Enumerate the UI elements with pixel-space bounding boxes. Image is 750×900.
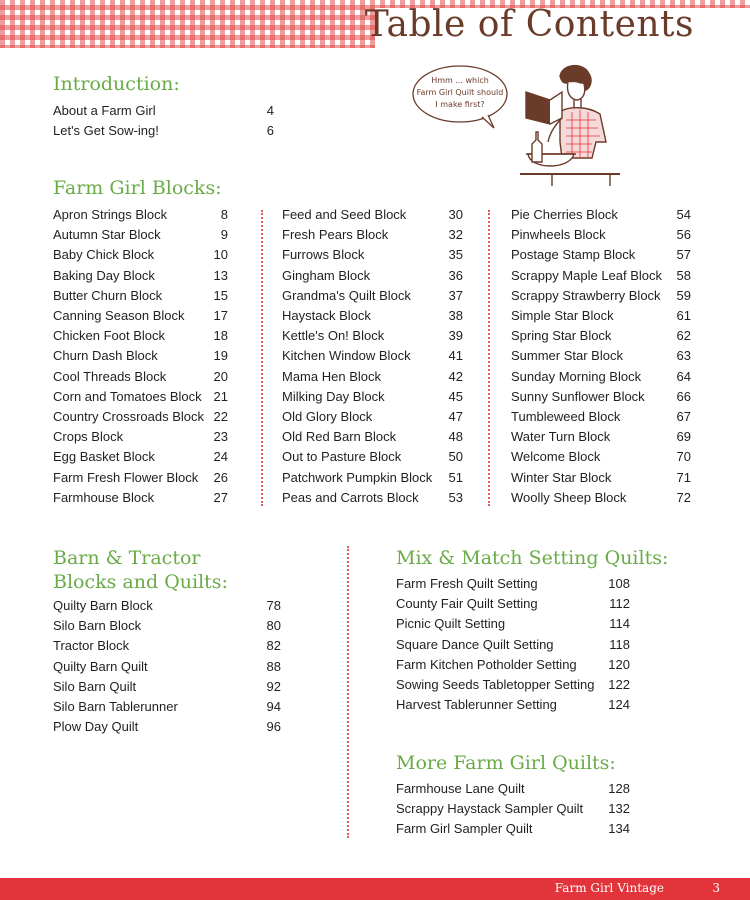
- toc-entry[interactable]: [282, 468, 463, 488]
- toc-entry[interactable]: [511, 225, 691, 245]
- toc-entry-page: 9: [220, 227, 228, 243]
- toc-entry[interactable]: [53, 657, 281, 677]
- toc-entry-label: Harvest Tablerunner Setting: [396, 697, 557, 713]
- toc-entry[interactable]: [53, 697, 281, 717]
- toc-entry[interactable]: [511, 367, 691, 387]
- toc-entry[interactable]: [53, 326, 228, 346]
- toc-entry-label: Mama Hen Block: [282, 368, 381, 384]
- toc-entry-page: 50: [448, 449, 463, 465]
- page-title: Table of Contents: [364, 4, 694, 45]
- toc-entry[interactable]: [53, 225, 228, 245]
- toc-entry[interactable]: [53, 636, 281, 656]
- toc-entry[interactable]: [396, 675, 630, 695]
- toc-entry-label: Scrappy Strawberry Block: [511, 287, 661, 303]
- toc-entry-label: Autumn Star Block: [53, 227, 161, 243]
- footer-book-title: Farm Girl Vintage: [554, 881, 664, 895]
- column-divider: [488, 210, 490, 506]
- section-heading-barn-tractor-line-2: Blocks and Quilts:: [53, 571, 228, 593]
- toc-entry[interactable]: [396, 799, 630, 819]
- section-heading-barn-tractor-line-1: Barn & Tractor: [53, 547, 201, 569]
- toc-entry[interactable]: [396, 574, 630, 594]
- toc-entry[interactable]: [396, 614, 630, 634]
- toc-entry[interactable]: [282, 488, 463, 508]
- toc-entry-label: Quilty Barn Quilt: [53, 658, 148, 674]
- toc-entry[interactable]: [53, 245, 228, 265]
- toc-entry-page: 41: [448, 348, 463, 364]
- toc-entry-label: Canning Season Block: [53, 308, 185, 323]
- toc-entry-page: 112: [609, 596, 630, 612]
- toc-entry-label: Grandma's Quilt Block: [282, 287, 411, 303]
- toc-entry-label: Kitchen Window Block: [282, 348, 411, 364]
- toc-entry-page: 62: [676, 328, 691, 344]
- toc-entry[interactable]: [282, 447, 463, 467]
- toc-entry-page: 38: [448, 308, 463, 323]
- toc-entry[interactable]: [511, 326, 691, 346]
- toc-entry[interactable]: [511, 387, 691, 407]
- toc-entry[interactable]: [53, 717, 281, 737]
- toc-entry[interactable]: [511, 427, 691, 447]
- toc-entry-page: 51: [448, 469, 463, 485]
- toc-entry[interactable]: [53, 407, 228, 427]
- toc-entry[interactable]: [511, 286, 691, 306]
- toc-entry-page: 92: [266, 678, 281, 694]
- toc-entry-page: 132: [608, 801, 630, 817]
- toc-entry-label: Crops Block: [53, 429, 124, 445]
- column-divider: [261, 210, 263, 506]
- toc-entry[interactable]: [396, 779, 630, 799]
- toc-entry[interactable]: [53, 101, 274, 121]
- toc-entry-label: Corn and Tomatoes Block: [53, 388, 202, 404]
- toc-entry[interactable]: [53, 427, 228, 447]
- toc-entry-label: Haystack Block: [282, 308, 371, 323]
- section-heading-more-quilts: More Farm Girl Quilts:: [396, 752, 616, 774]
- toc-entry[interactable]: [53, 346, 228, 366]
- toc-entry-page: 122: [608, 677, 630, 692]
- toc-entry-label: Peas and Carrots Block: [282, 489, 419, 505]
- toc-entry-label: Cool Threads Block: [53, 368, 167, 384]
- toc-entry[interactable]: [53, 468, 228, 488]
- toc-entry-label: Plow Day Quilt: [53, 719, 139, 735]
- toc-entry[interactable]: [282, 346, 463, 366]
- toc-entry-page: 6: [266, 123, 274, 138]
- toc-entry-label: Postage Stamp Block: [511, 247, 636, 263]
- toc-entry-page: 15: [213, 287, 228, 303]
- toc-entry[interactable]: [511, 447, 691, 467]
- toc-entry-page: 13: [213, 267, 228, 283]
- toc-entry[interactable]: [53, 205, 228, 225]
- toc-entry-page: 134: [608, 821, 630, 837]
- toc-entry[interactable]: [53, 286, 228, 306]
- toc-entry-page: 35: [448, 247, 463, 263]
- toc-entry-label: Pinwheels Block: [511, 227, 606, 243]
- toc-entry[interactable]: [511, 245, 691, 265]
- toc-entry[interactable]: [53, 596, 281, 616]
- toc-entry-label: Fresh Pears Block: [282, 227, 389, 243]
- toc-entry-label: Egg Basket Block: [53, 449, 155, 465]
- toc-entry-label: Patchwork Pumpkin Block: [282, 469, 433, 485]
- toc-entry-label: Silo Barn Tablerunner: [53, 699, 178, 714]
- toc-entry-label: Farm Girl Sampler Quilt: [396, 821, 533, 837]
- toc-entry-label: About a Farm Girl: [53, 103, 156, 118]
- toc-entry-label: Summer Star Block: [511, 348, 623, 364]
- toc-entry[interactable]: [511, 266, 691, 286]
- toc-entry-page: 66: [676, 388, 691, 404]
- toc-entry-label: Butter Churn Block: [53, 287, 163, 303]
- toc-entry-label: Let's Get Sow-ing!: [53, 123, 159, 138]
- toc-entry[interactable]: [53, 447, 228, 467]
- toc-entry-page: 120: [608, 656, 630, 672]
- toc-entry-page: 18: [213, 328, 228, 344]
- toc-entry-label: Baking Day Block: [53, 267, 155, 283]
- toc-entry[interactable]: [511, 468, 691, 488]
- toc-entry[interactable]: [282, 387, 463, 407]
- toc-entry[interactable]: [511, 306, 691, 326]
- toc-entry-label: Farm Fresh Flower Block: [53, 469, 199, 485]
- toc-entry-page: 80: [266, 618, 281, 634]
- toc-entry[interactable]: [53, 616, 281, 636]
- toc-entry[interactable]: [511, 407, 691, 427]
- toc-entry-label: Apron Strings Block: [53, 207, 168, 222]
- toc-entry-page: 8: [220, 207, 228, 222]
- toc-entry-page: 19: [213, 348, 228, 364]
- toc-entry-label: Scrappy Maple Leaf Block: [511, 267, 663, 283]
- toc-entry[interactable]: [396, 695, 630, 715]
- toc-entry-page: 4: [266, 103, 274, 118]
- toc-entry-page: 82: [266, 638, 281, 654]
- toc-entry-page: 54: [676, 207, 691, 222]
- toc-entry-label: Simple Star Block: [511, 308, 614, 323]
- toc-entry-label: Milking Day Block: [282, 388, 385, 404]
- toc-entry-page: 57: [676, 247, 691, 263]
- toc-entry[interactable]: [53, 306, 228, 326]
- toc-entry-page: 67: [676, 409, 691, 424]
- toc-entry[interactable]: [396, 819, 630, 839]
- toc-entry-page: 22: [213, 409, 228, 424]
- toc-entry-label: Square Dance Quilt Setting: [396, 636, 554, 652]
- toc-entry[interactable]: [396, 655, 630, 675]
- section-heading-mix-match: Mix & Match Setting Quilts:: [396, 547, 669, 569]
- toc-entry[interactable]: [53, 367, 228, 387]
- toc-entry-page: 26: [213, 469, 228, 485]
- speech-bubble: [413, 66, 507, 128]
- toc-entry-page: 37: [448, 287, 463, 303]
- toc-entry-page: 48: [448, 429, 463, 445]
- toc-entry-page: 71: [676, 469, 691, 485]
- toc-entry-label: Welcome Block: [511, 449, 601, 465]
- toc-entry-label: Chicken Foot Block: [53, 328, 165, 344]
- toc-entry-page: 23: [213, 429, 228, 445]
- toc-entry-label: Tumbleweed Block: [511, 409, 621, 424]
- toc-entry-label: Country Crossroads Block: [53, 409, 204, 424]
- toc-entry-label: Pie Cherries Block: [511, 207, 618, 222]
- footer-page-number: 3: [712, 881, 720, 895]
- toc-entry-page: 128: [608, 781, 630, 796]
- toc-entry-page: 78: [266, 598, 281, 613]
- section-heading-introduction: Introduction:: [53, 73, 180, 95]
- toc-entry-label: Silo Barn Quilt: [53, 678, 137, 694]
- toc-entry-label: Farmhouse Block: [53, 489, 155, 505]
- toc-entry-label: Kettle's On! Block: [282, 328, 385, 344]
- toc-entry-page: 72: [676, 489, 691, 505]
- toc-entry[interactable]: [53, 121, 274, 141]
- toc-entry-page: 70: [676, 449, 691, 465]
- toc-entry[interactable]: [511, 205, 691, 225]
- toc-entry-label: Spring Star Block: [511, 328, 612, 344]
- section-divider: [347, 546, 349, 838]
- speech-line-1: Hmm ... which: [431, 76, 489, 85]
- toc-entry-page: 45: [448, 388, 463, 404]
- speech-line-2: Farm Girl Quilt should: [416, 88, 504, 97]
- vintage-cook-illustration: [410, 62, 625, 190]
- toc-entry-label: Farm Fresh Quilt Setting: [396, 576, 538, 591]
- toc-entry-label: Feed and Seed Block: [282, 207, 407, 222]
- toc-entry-page: 42: [448, 368, 463, 384]
- toc-entry-page: 27: [213, 489, 228, 505]
- section-heading-farm-girl-blocks: Farm Girl Blocks:: [53, 177, 222, 199]
- woman-figure: [520, 66, 620, 186]
- toc-entry-label: Tractor Block: [53, 638, 130, 654]
- toc-entry-label: Old Red Barn Block: [282, 429, 397, 445]
- toc-entry-page: 114: [609, 616, 630, 632]
- toc-entry[interactable]: [282, 266, 463, 286]
- toc-entry[interactable]: [282, 367, 463, 387]
- toc-entry-page: 53: [448, 489, 463, 505]
- toc-entry-label: Sunny Sunflower Block: [511, 388, 645, 404]
- toc-entry-page: 69: [676, 429, 691, 445]
- footer-bar: [0, 878, 750, 900]
- toc-entry-page: 88: [266, 658, 281, 674]
- toc-entry-label: Sowing Seeds Tabletopper Setting: [396, 677, 595, 692]
- toc-entry-label: Sunday Morning Block: [511, 368, 642, 384]
- toc-entry-label: Churn Dash Block: [53, 348, 158, 364]
- toc-entry[interactable]: [53, 387, 228, 407]
- toc-entry-label: County Fair Quilt Setting: [396, 596, 538, 612]
- toc-entry-page: 58: [676, 267, 691, 283]
- toc-entry[interactable]: [396, 594, 630, 614]
- toc-entry[interactable]: [282, 225, 463, 245]
- toc-entry-page: 96: [266, 719, 281, 735]
- toc-entry-page: 10: [213, 247, 228, 263]
- toc-entry-label: Scrappy Haystack Sampler Quilt: [396, 801, 584, 817]
- toc-entry-page: 108: [608, 576, 630, 591]
- toc-entry-label: Old Glory Block: [282, 409, 373, 424]
- toc-entry[interactable]: [282, 205, 463, 225]
- toc-entry-page: 64: [676, 368, 691, 384]
- toc-entry-page: 61: [676, 308, 691, 323]
- toc-entry-label: Farmhouse Lane Quilt: [396, 781, 525, 796]
- toc-entry-label: Baby Chick Block: [53, 247, 155, 263]
- toc-entry[interactable]: [282, 326, 463, 346]
- toc-entry-page: 94: [266, 699, 281, 714]
- toc-entry-page: 39: [448, 328, 463, 344]
- toc-entry-label: Furrows Block: [282, 247, 365, 263]
- toc-entry[interactable]: [53, 488, 228, 508]
- toc-entry-label: Quilty Barn Block: [53, 598, 153, 613]
- toc-entry[interactable]: [282, 407, 463, 427]
- toc-entry[interactable]: [282, 427, 463, 447]
- toc-entry-page: 59: [676, 287, 691, 303]
- toc-entry[interactable]: [282, 245, 463, 265]
- speech-line-3: I make first?: [435, 100, 485, 109]
- toc-entry[interactable]: [282, 306, 463, 326]
- toc-entry-label: Silo Barn Block: [53, 618, 142, 634]
- toc-entry-label: Water Turn Block: [511, 429, 611, 445]
- toc-entry-page: 47: [448, 409, 463, 424]
- toc-entry-page: 63: [676, 348, 691, 364]
- toc-entry-label: Winter Star Block: [511, 469, 612, 485]
- toc-entry-label: Out to Pasture Block: [282, 449, 402, 465]
- toc-entry-page: 36: [448, 267, 463, 283]
- toc-entry-page: 24: [213, 449, 228, 465]
- toc-entry[interactable]: [396, 635, 630, 655]
- toc-entry-label: Farm Kitchen Potholder Setting: [396, 656, 577, 672]
- toc-entry-page: 118: [609, 636, 630, 652]
- toc-entry-page: 20: [213, 368, 228, 384]
- toc-entry-page: 32: [448, 227, 463, 243]
- toc-entry[interactable]: [511, 346, 691, 366]
- toc-entry[interactable]: [511, 488, 691, 508]
- toc-entry-label: Woolly Sheep Block: [511, 489, 627, 505]
- toc-entry-label: Picnic Quilt Setting: [396, 616, 506, 632]
- toc-entry-page: 21: [213, 388, 228, 404]
- toc-entry-page: 17: [213, 308, 228, 323]
- toc-entry[interactable]: [53, 677, 281, 697]
- toc-entry[interactable]: [282, 286, 463, 306]
- toc-entry-label: Gingham Block: [282, 267, 371, 283]
- toc-entry-page: 124: [608, 697, 630, 713]
- toc-entry[interactable]: [53, 266, 228, 286]
- toc-entry-page: 30: [448, 207, 463, 222]
- toc-entry-page: 56: [676, 227, 691, 243]
